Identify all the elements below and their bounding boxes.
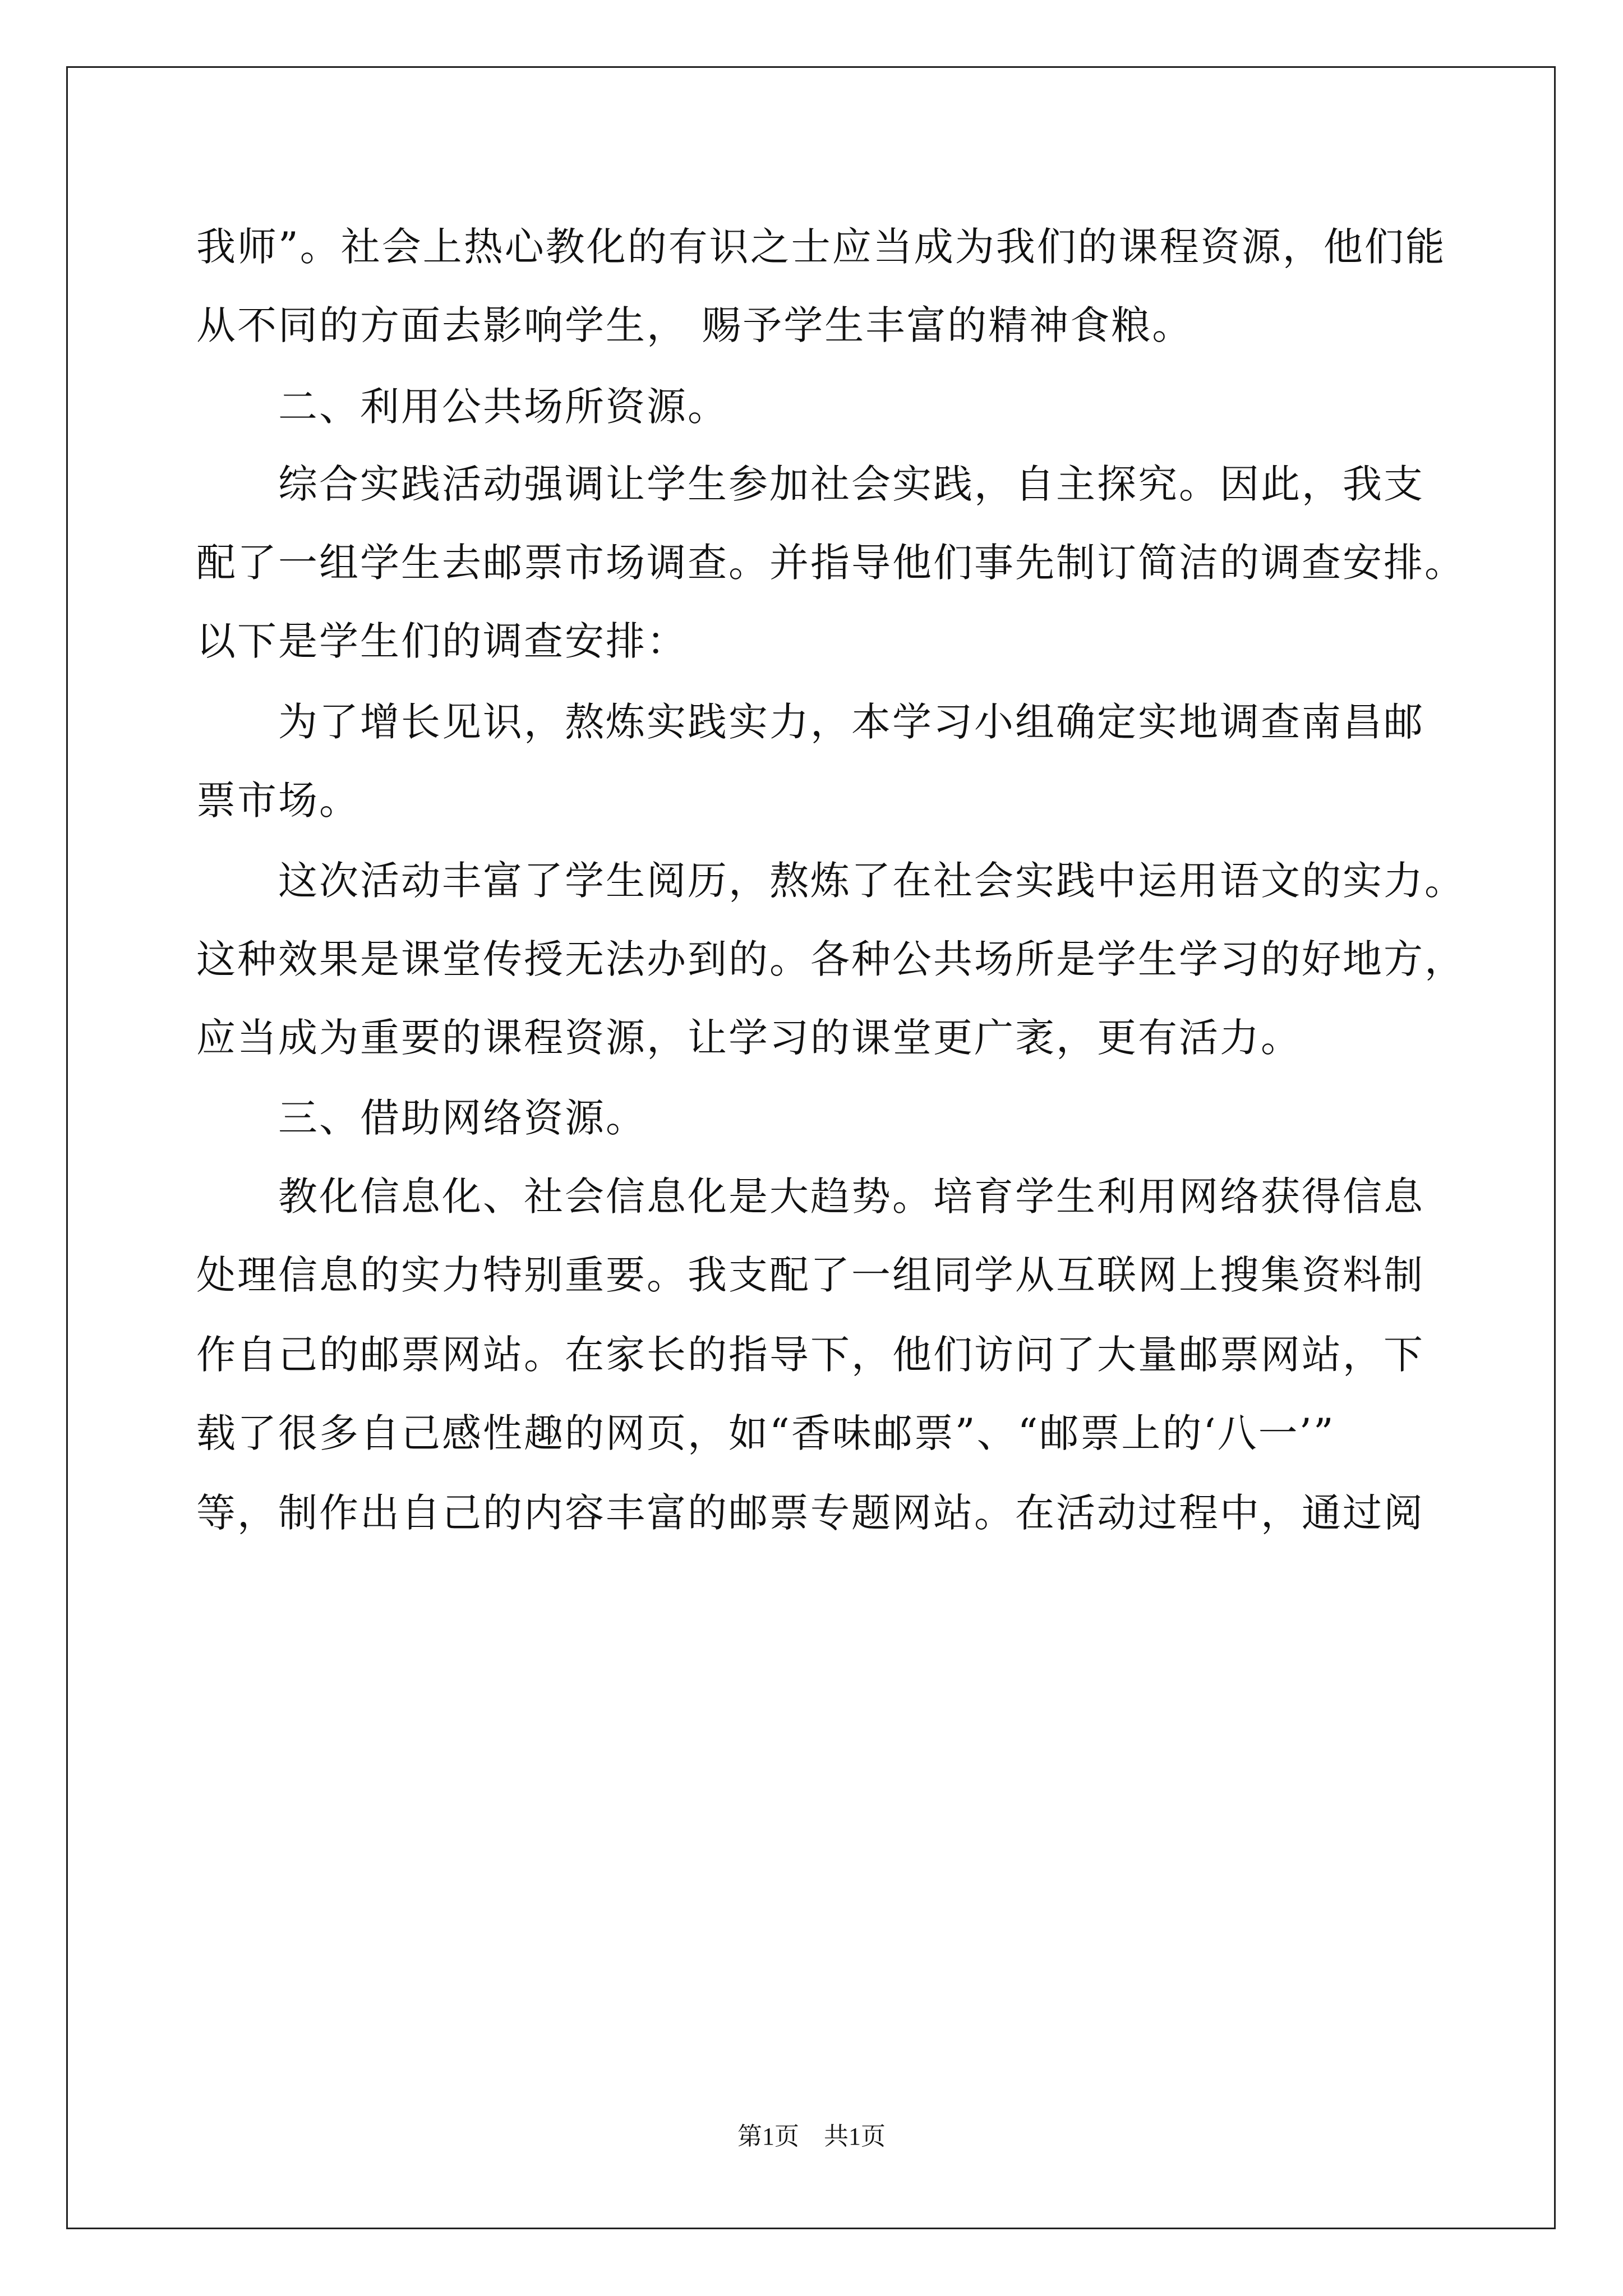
section-heading-3: 三、借助网络资源。 <box>196 1095 647 1141</box>
text-line-10: 这种效果是课堂传授无法办到的。各种公共场所是学生学习的好地方， <box>196 936 1465 982</box>
text-line-4: 综合实践活动强调让学生参加社会实践，自主探究。因此，我支 <box>196 461 1424 507</box>
text-line-5: 配了一组学生去邮票市场调查。并指导他们事先制订简洁的调查安排。 <box>196 540 1465 586</box>
text-line-6: 以下是学生们的调查安排： <box>196 618 688 664</box>
section-heading-2: 二、利用公共场所资源。 <box>196 384 728 430</box>
text-line-9: 这次活动丰富了学生阅历，熬炼了在社会实践中运用语文的实力。 <box>196 858 1465 904</box>
text-line-7: 为了增长见识，熬炼实践实力，本学习小组确定实地调查南昌邮 <box>196 699 1424 745</box>
text-line-14: 处理信息的实力特别重要。我支配了一组同学从互联网上搜集资料制 <box>196 1252 1424 1298</box>
text-line-2: 从不同的方面去影响学生， 赐予学生丰富的精神食粮。 <box>196 302 1193 348</box>
text-line-8: 票市场。 <box>196 777 360 823</box>
text-line-13: 教化信息化、社会信息化是大趋势。培育学生利用网络获得信息 <box>196 1174 1424 1220</box>
text-line-15: 作自己的邮票网站。在家长的指导下，他们访问了大量邮票网站，下 <box>196 1332 1424 1378</box>
text-line-16: 载了很多自己感性趣的网页，如“香味邮票”、“邮票上的‘八一’” <box>196 1410 1335 1456</box>
page-number-footer: 第1页 共1页 <box>737 2123 886 2150</box>
text-line-11: 应当成为重要的课程资源，让学习的课堂更广袤，更有活力。 <box>196 1015 1302 1061</box>
text-line-17: 等，制作出自己的内容丰富的邮票专题网站。在活动过程中，通过阅 <box>196 1490 1424 1536</box>
text-line-1: 我师”。社会上热心教化的有识之士应当成为我们的课程资源，他们能 <box>196 224 1446 270</box>
